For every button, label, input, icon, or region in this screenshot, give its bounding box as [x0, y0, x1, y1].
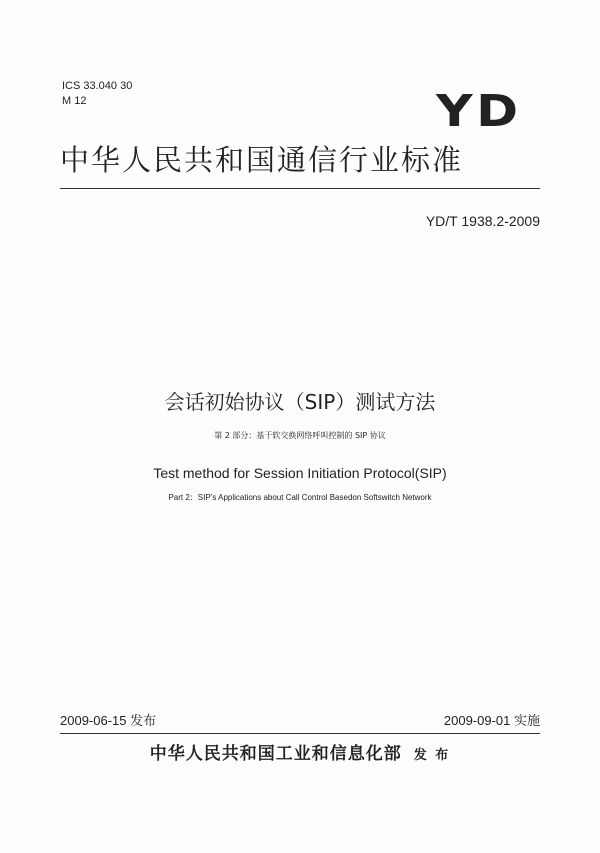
implementation-date: 2009-09-01 实施: [443, 713, 540, 728]
bottom-divider: [60, 733, 540, 734]
yd-logo: YD: [436, 86, 522, 137]
title-cn-line-1: 会话初始协议（SIP）测试方法: [164, 390, 436, 414]
issuer-row: [0, 742, 600, 768]
ics-code: ICS 33.040 30: [62, 80, 133, 92]
title-en-line-1: Test method for Session Initiation Protocol(SIP): [153, 465, 447, 481]
issuer-name: 中华人民共和国工业和信息化部: [149, 744, 402, 764]
ccs-code: M 12: [62, 95, 87, 107]
title-en-line-2: Part 2：SIP’s Applications about Call Control Basedon Softswitch Network: [168, 493, 432, 502]
standard-number: YD/T 1938.2-2009: [425, 213, 540, 229]
top-divider: [60, 188, 540, 189]
title-cn-line-2: 第 2 部分：基于软交换网络呼叫控制的 SIP 协议: [214, 431, 386, 440]
standard-category-title: 中华人民共和国通信行业标准: [60, 143, 464, 177]
issue-date: 2009-06-15 发布: [60, 713, 157, 728]
publish-label: 发 布: [413, 748, 451, 763]
